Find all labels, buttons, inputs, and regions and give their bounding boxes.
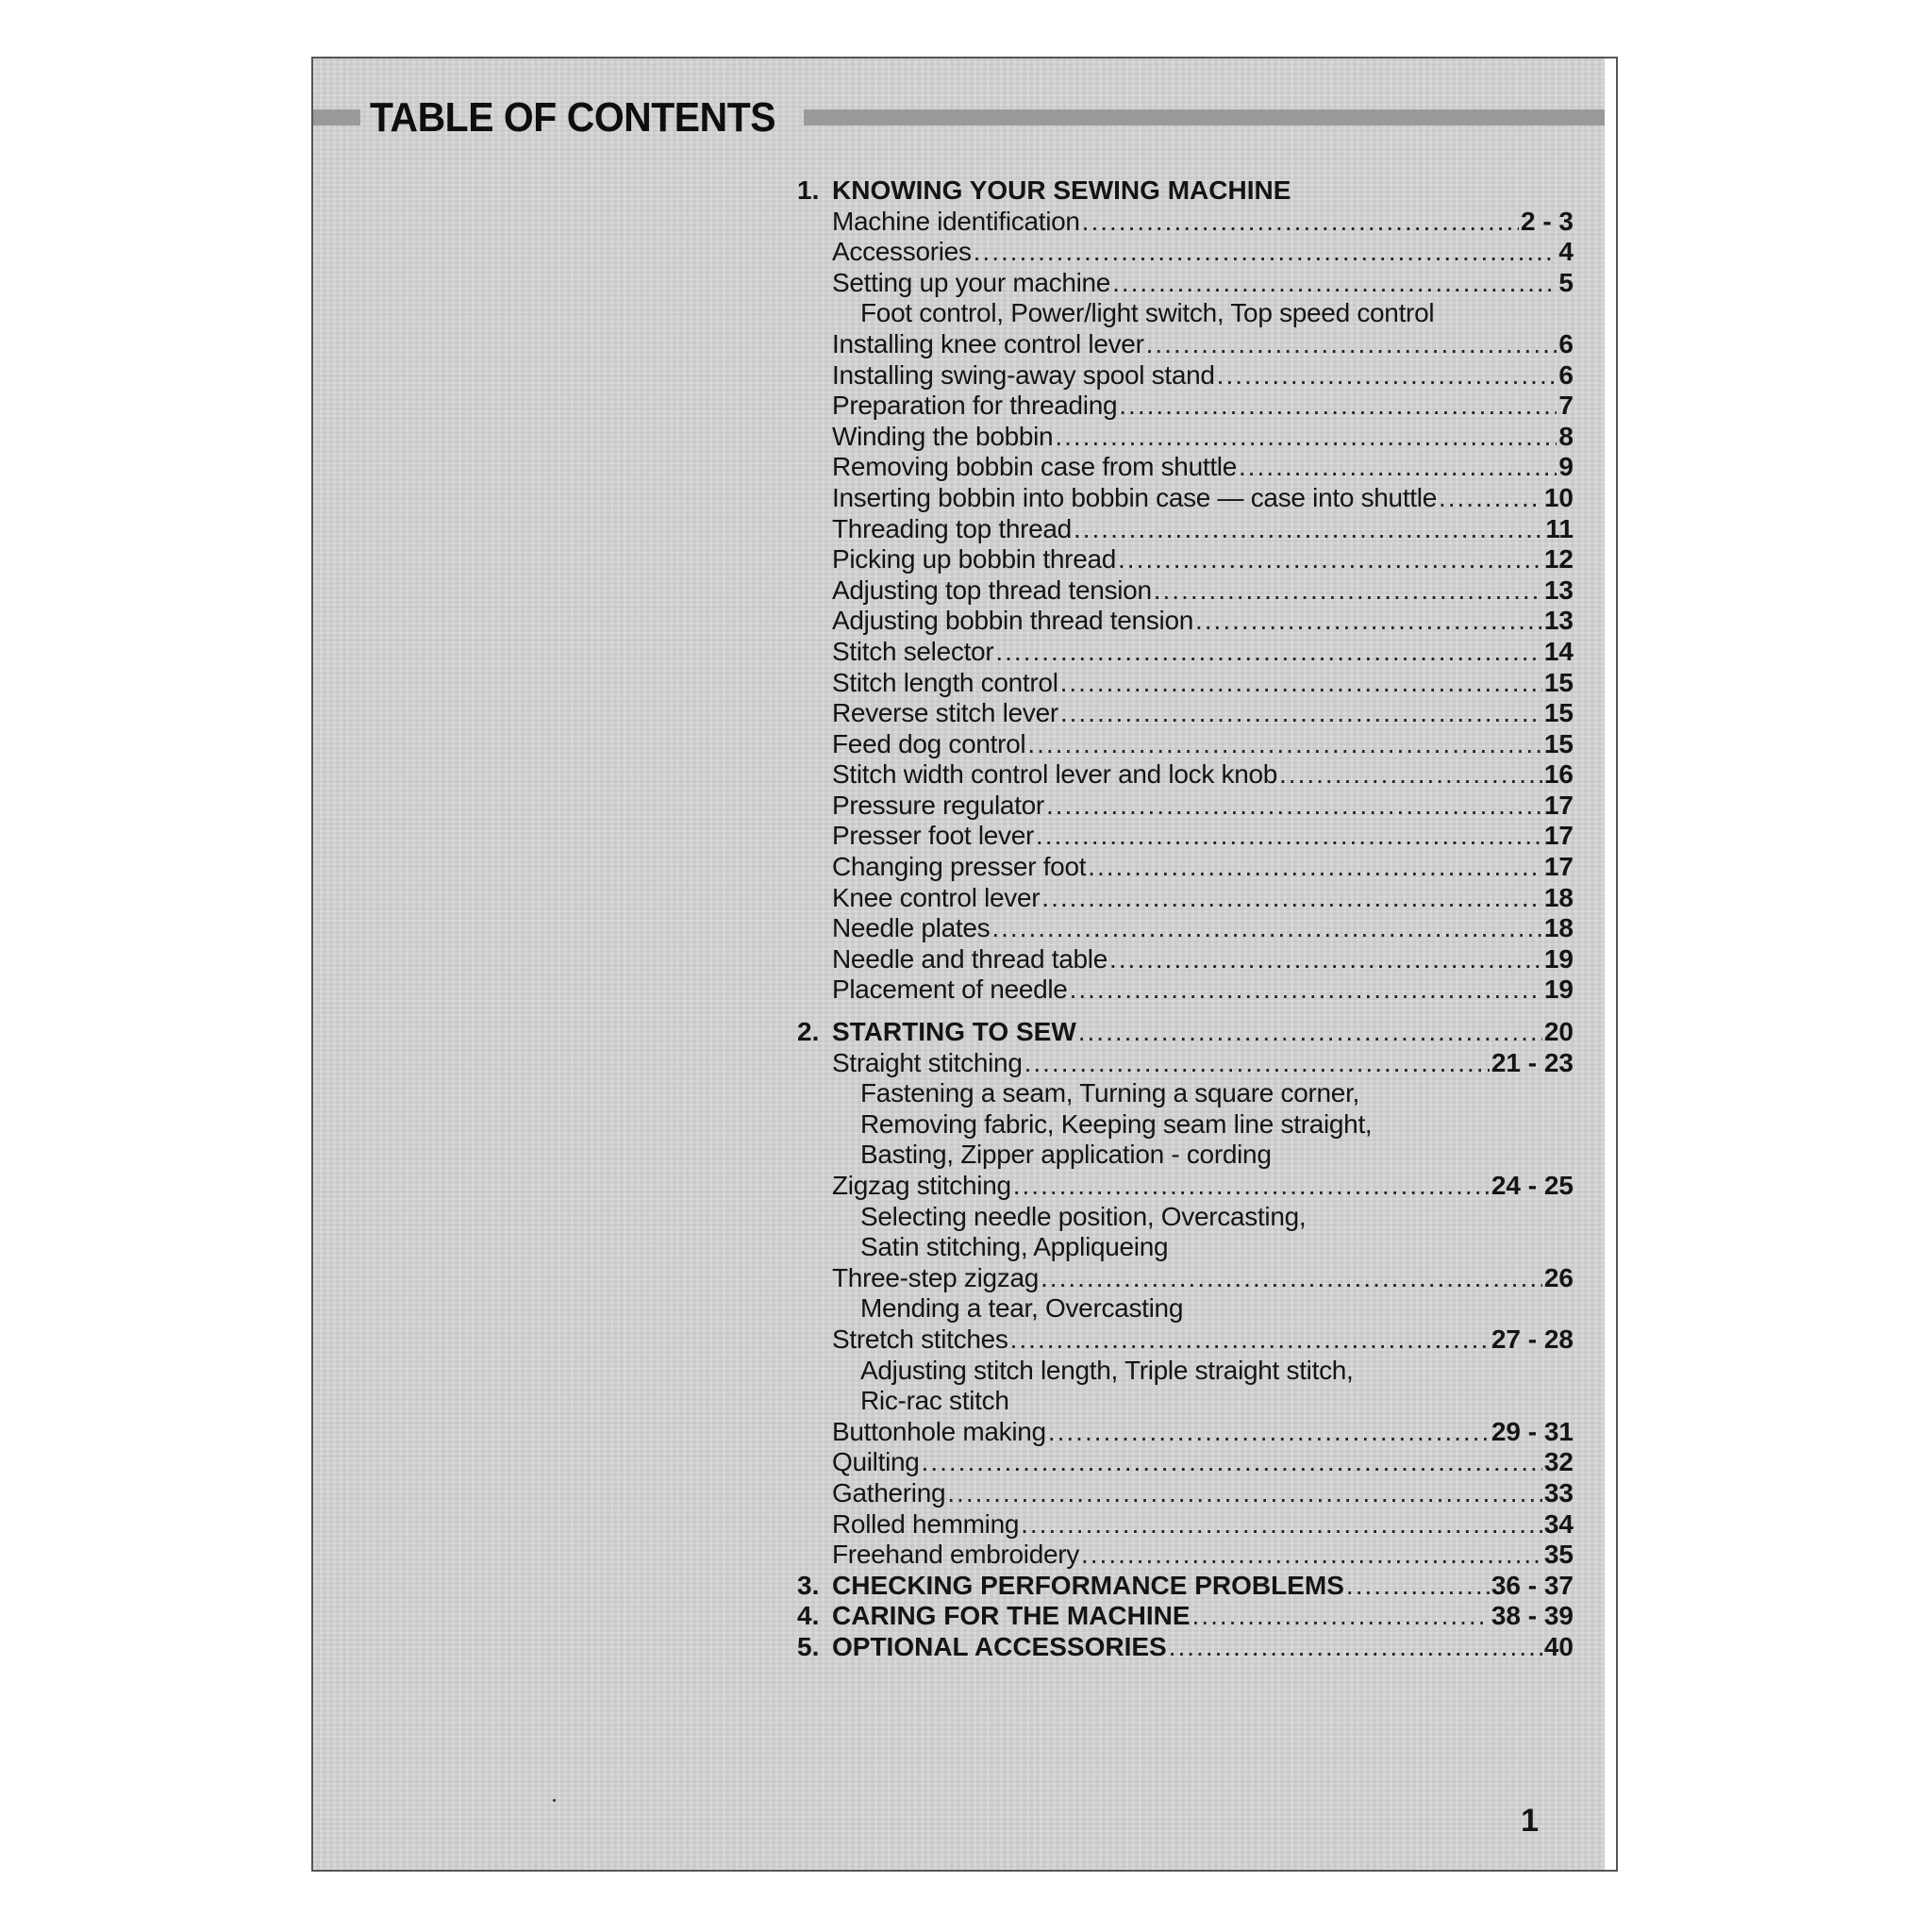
entry-label: Accessories — [832, 237, 972, 267]
entry-line — [832, 759, 1574, 791]
entry-line — [832, 422, 1574, 453]
entry-page: 11 — [1545, 513, 1574, 543]
toc-entry — [797, 452, 1574, 483]
toc-subtopics — [797, 1356, 1574, 1387]
toc-subtopics — [797, 1109, 1574, 1141]
entry-line — [832, 974, 1574, 1006]
dot-leader — [1060, 698, 1542, 729]
entry-line — [832, 1171, 1574, 1202]
page-number: 1 — [1521, 1803, 1539, 1839]
entry-line — [832, 1048, 1574, 1079]
toc-entry — [797, 821, 1574, 852]
entry-line — [832, 1324, 1574, 1356]
toc-entry — [797, 944, 1574, 975]
dot-leader — [1046, 791, 1542, 822]
entry-label: Stretch stitches — [832, 1324, 1008, 1354]
dot-leader — [1048, 1417, 1490, 1448]
toc-subtopics — [797, 1078, 1574, 1109]
dot-leader — [1088, 852, 1542, 883]
entry-label: Feed dog control — [832, 728, 1026, 758]
dot-leader — [1217, 360, 1557, 391]
dot-leader — [1036, 821, 1542, 852]
entry-page: 16 — [1543, 759, 1574, 790]
entry-label: Freehand embroidery — [832, 1540, 1079, 1570]
entry-line — [832, 821, 1574, 852]
dot-leader — [1239, 452, 1557, 483]
entry-line — [832, 237, 1574, 268]
entry-line — [832, 668, 1574, 699]
entry-line — [832, 1601, 1574, 1632]
toc-entry — [797, 1447, 1574, 1478]
entry-label: Preparation for threading — [832, 391, 1118, 421]
dot-leader — [1195, 606, 1542, 637]
toc-entry — [797, 1478, 1574, 1509]
entry-label: Buttonhole making — [832, 1416, 1046, 1446]
entry-line — [832, 729, 1574, 760]
entry-label: Adjusting bobbin thread tension — [832, 606, 1193, 636]
entry-label: Installing knee control lever — [832, 328, 1144, 358]
toc-entry — [797, 1324, 1574, 1356]
entry-line — [832, 1509, 1574, 1541]
toc-entry — [797, 514, 1574, 545]
entry-label: Satin stitching, Appliqueing — [860, 1232, 1169, 1262]
toc-entry — [797, 637, 1574, 668]
toc-subtopics — [797, 1202, 1574, 1233]
entry-label: Stitch selector — [832, 636, 994, 666]
entry-label: Stitch length control — [832, 667, 1058, 697]
dot-leader — [1055, 422, 1557, 453]
entry-label: Selecting needle position, Overcasting, — [860, 1201, 1307, 1231]
dot-leader — [1021, 1509, 1542, 1541]
toc-subtopics — [797, 1293, 1574, 1324]
entry-label: Mending a tear, Overcasting — [860, 1293, 1184, 1324]
entry-line — [832, 637, 1574, 668]
toc-entry — [797, 1263, 1574, 1294]
entry-label: Straight stitching — [832, 1047, 1023, 1077]
entry-line — [832, 1017, 1574, 1048]
toc-entry — [797, 1417, 1574, 1448]
entry-page: 17 — [1543, 852, 1574, 882]
entry-page: 5 — [1558, 267, 1574, 297]
section-number: 2. — [797, 1017, 820, 1047]
entry-label: Rolled hemming — [832, 1508, 1020, 1539]
entry-label: Threading top thread — [832, 513, 1072, 543]
entry-line — [832, 1263, 1574, 1294]
entry-line — [832, 944, 1574, 975]
dot-leader — [1078, 1017, 1542, 1048]
entry-page: 10 — [1543, 482, 1574, 512]
entry-line — [832, 1447, 1574, 1478]
entry-line — [860, 1232, 1574, 1263]
toc-entry — [797, 268, 1574, 299]
entry-line — [860, 1078, 1574, 1109]
entry-line — [860, 298, 1574, 329]
entry-line — [860, 1386, 1574, 1417]
toc-section — [797, 175, 1574, 207]
dot-leader — [1041, 1263, 1542, 1294]
section-number: 5. — [797, 1631, 820, 1661]
entry-line — [832, 1571, 1574, 1602]
entry-page: 6 — [1558, 328, 1574, 358]
dot-leader — [1082, 207, 1519, 238]
entry-page: 21 - 23 — [1491, 1047, 1574, 1077]
entry-page: 24 - 25 — [1491, 1171, 1574, 1200]
entry-label: OPTIONAL ACCESSORIES — [832, 1631, 1167, 1661]
toc-section — [797, 1632, 1574, 1663]
toc-entry — [797, 360, 1574, 391]
entry-label: Foot control, Power/light switch, Top speed control — [860, 298, 1435, 328]
toc-subtopics — [797, 1140, 1574, 1171]
entry-page: 19 — [1543, 943, 1574, 974]
toc-entry — [797, 1171, 1574, 1202]
entry-label: Removing bobbin case from shuttle — [832, 452, 1237, 482]
toc-section — [797, 1571, 1574, 1602]
dot-leader — [947, 1478, 1542, 1509]
entry-label: Knee control lever — [832, 882, 1041, 912]
entry-label: Adjusting top thread tension — [832, 575, 1152, 605]
toc-entry — [797, 391, 1574, 422]
entry-label: Zigzag stitching — [832, 1171, 1011, 1200]
dot-leader — [1027, 729, 1542, 760]
dot-leader — [1146, 329, 1557, 360]
toc-entry — [797, 422, 1574, 453]
toc-entry — [797, 575, 1574, 607]
toc-entry — [797, 759, 1574, 791]
entry-line — [832, 698, 1574, 729]
entry-line — [832, 606, 1574, 637]
section-number: 4. — [797, 1601, 820, 1631]
entry-line — [832, 575, 1574, 607]
dot-leader — [995, 637, 1541, 668]
entry-page: 15 — [1543, 698, 1574, 728]
entry-label: Quilting — [832, 1447, 920, 1477]
toc-entry — [797, 329, 1574, 360]
entry-label: Gathering — [832, 1477, 946, 1507]
entry-page: 2 - 3 — [1520, 206, 1574, 236]
dot-leader — [1041, 883, 1542, 914]
entry-page: 8 — [1558, 421, 1574, 451]
entry-line — [832, 852, 1574, 883]
entry-line — [860, 1140, 1574, 1171]
toc-entry — [797, 237, 1574, 268]
toc-entry — [797, 852, 1574, 883]
entry-line — [832, 791, 1574, 822]
entry-label: Three-step zigzag — [832, 1262, 1040, 1292]
toc-entry — [797, 207, 1574, 238]
toc-entry — [797, 974, 1574, 1006]
toc-entry — [797, 544, 1574, 575]
paper-speck — [553, 1799, 556, 1802]
entry-label: Inserting bobbin into bobbin case — case into shuttle — [832, 482, 1437, 512]
dot-leader — [1439, 483, 1542, 514]
entry-label: Placement of needle — [832, 974, 1068, 1005]
dot-leader — [974, 237, 1557, 268]
entry-page: 14 — [1543, 636, 1574, 666]
entry-line — [832, 883, 1574, 914]
entry-label: KNOWING YOUR SEWING MACHINE — [832, 175, 1291, 205]
dot-leader — [1154, 575, 1542, 607]
entry-label: Fastening a seam, Turning a square corner, — [860, 1078, 1360, 1108]
entry-line — [832, 544, 1574, 575]
entry-label: Machine identification — [832, 206, 1080, 236]
entry-line — [832, 207, 1574, 238]
toc-entry — [797, 913, 1574, 944]
entry-page: 18 — [1543, 913, 1574, 943]
entry-page: 9 — [1558, 452, 1574, 482]
entry-line — [860, 1202, 1574, 1233]
dot-leader — [1119, 391, 1557, 422]
entry-label: Changing presser foot — [832, 852, 1087, 882]
entry-page: 15 — [1543, 667, 1574, 697]
dot-leader — [1346, 1571, 1490, 1602]
section-number: 3. — [797, 1570, 820, 1600]
entry-page: 32 — [1543, 1447, 1574, 1477]
dot-leader — [1070, 974, 1542, 1006]
entry-line — [832, 1540, 1574, 1571]
entry-line — [832, 360, 1574, 391]
entry-page: 29 - 31 — [1491, 1416, 1574, 1446]
entry-page: 40 — [1543, 1631, 1574, 1661]
entry-label: Adjusting stitch length, Triple straight stitch, — [860, 1355, 1354, 1385]
entry-line — [832, 452, 1574, 483]
entry-page: 12 — [1543, 544, 1574, 575]
entry-label: Installing swing-away spool stand — [832, 359, 1215, 390]
entry-line — [832, 329, 1574, 360]
toc-section — [797, 1601, 1574, 1632]
entry-page: 33 — [1543, 1477, 1574, 1507]
entry-page: 26 — [1543, 1262, 1574, 1292]
toc-entry — [797, 1509, 1574, 1541]
entry-line — [832, 514, 1574, 545]
toc-entry — [797, 606, 1574, 637]
dot-leader — [1192, 1601, 1490, 1632]
toc-subtopics — [797, 1386, 1574, 1417]
dot-leader — [1118, 544, 1542, 575]
entry-line — [832, 175, 1574, 207]
entry-page: 17 — [1543, 821, 1574, 851]
toc-subtopics — [797, 298, 1574, 329]
toc-entry — [797, 729, 1574, 760]
entry-label: Needle plates — [832, 913, 991, 943]
page-frame — [311, 57, 1618, 1872]
entry-page: 4 — [1558, 237, 1574, 267]
entry-page: 7 — [1558, 391, 1574, 421]
toc-entry — [797, 1540, 1574, 1571]
entry-label: STARTING TO SEW — [832, 1017, 1076, 1047]
entry-page: 6 — [1558, 359, 1574, 390]
entry-line — [832, 1478, 1574, 1509]
dot-leader — [922, 1447, 1542, 1478]
toc-entry — [797, 698, 1574, 729]
toc-entry — [797, 668, 1574, 699]
entry-label: Setting up your machine — [832, 267, 1111, 297]
entry-page: 17 — [1543, 790, 1574, 820]
dot-leader — [1024, 1048, 1490, 1079]
dot-leader — [1279, 759, 1542, 791]
entry-line — [832, 1417, 1574, 1448]
entry-page: 19 — [1543, 974, 1574, 1005]
entry-label: CHECKING PERFORMANCE PROBLEMS — [832, 1570, 1344, 1600]
toc-entry — [797, 883, 1574, 914]
entry-page: 13 — [1543, 575, 1574, 605]
dot-leader — [1060, 668, 1542, 699]
entry-line — [832, 483, 1574, 514]
entry-label: Winding the bobbin — [832, 421, 1054, 451]
entry-page: 35 — [1543, 1540, 1574, 1570]
dot-leader — [1169, 1632, 1542, 1663]
entry-label: CARING FOR THE MACHINE — [832, 1601, 1191, 1631]
entry-line — [860, 1109, 1574, 1141]
entry-label: Picking up bobbin thread — [832, 544, 1117, 575]
entry-label: Ric-rac stitch — [860, 1386, 1009, 1416]
entry-line — [832, 1632, 1574, 1663]
toc-entry — [797, 791, 1574, 822]
entry-page: 15 — [1543, 728, 1574, 758]
entry-page: 20 — [1543, 1017, 1574, 1047]
entry-label: Reverse stitch lever — [832, 698, 1058, 728]
entry-page: 13 — [1543, 606, 1574, 636]
title-rule-right — [804, 109, 1605, 125]
entry-page: 38 - 39 — [1491, 1601, 1574, 1631]
entry-label: Stitch width control lever and lock knob — [832, 759, 1278, 790]
entry-page: 18 — [1543, 882, 1574, 912]
entry-line — [860, 1356, 1574, 1387]
entry-label: Removing fabric, Keeping seam line straight, — [860, 1108, 1373, 1139]
toc-subtopics — [797, 1232, 1574, 1263]
dot-leader — [1013, 1171, 1490, 1202]
entry-line — [832, 391, 1574, 422]
entry-page: 34 — [1543, 1508, 1574, 1539]
dot-leader — [1074, 514, 1543, 545]
section-number: 1. — [797, 175, 820, 205]
toc-entry — [797, 483, 1574, 514]
dot-leader — [991, 913, 1542, 944]
entry-line — [832, 268, 1574, 299]
entry-label: Basting, Zipper application - cording — [860, 1140, 1272, 1170]
dot-leader — [1109, 944, 1542, 975]
title-rule-left — [313, 109, 360, 125]
page-title: TABLE OF CONTENTS — [370, 94, 776, 141]
entry-label: Needle and thread table — [832, 943, 1108, 974]
entry-line — [860, 1293, 1574, 1324]
paper — [313, 58, 1605, 1870]
entry-label: Pressure regulator — [832, 790, 1044, 820]
entry-page: 27 - 28 — [1491, 1324, 1574, 1354]
entry-page: 36 - 37 — [1491, 1570, 1574, 1600]
toc-section — [797, 1017, 1574, 1048]
dot-leader — [1112, 268, 1557, 299]
toc-entry — [797, 1048, 1574, 1079]
dot-leader — [1081, 1540, 1542, 1571]
dot-leader — [1010, 1324, 1490, 1356]
table-of-contents — [797, 175, 1574, 1663]
entry-line — [832, 913, 1574, 944]
entry-label: Presser foot lever — [832, 821, 1035, 851]
